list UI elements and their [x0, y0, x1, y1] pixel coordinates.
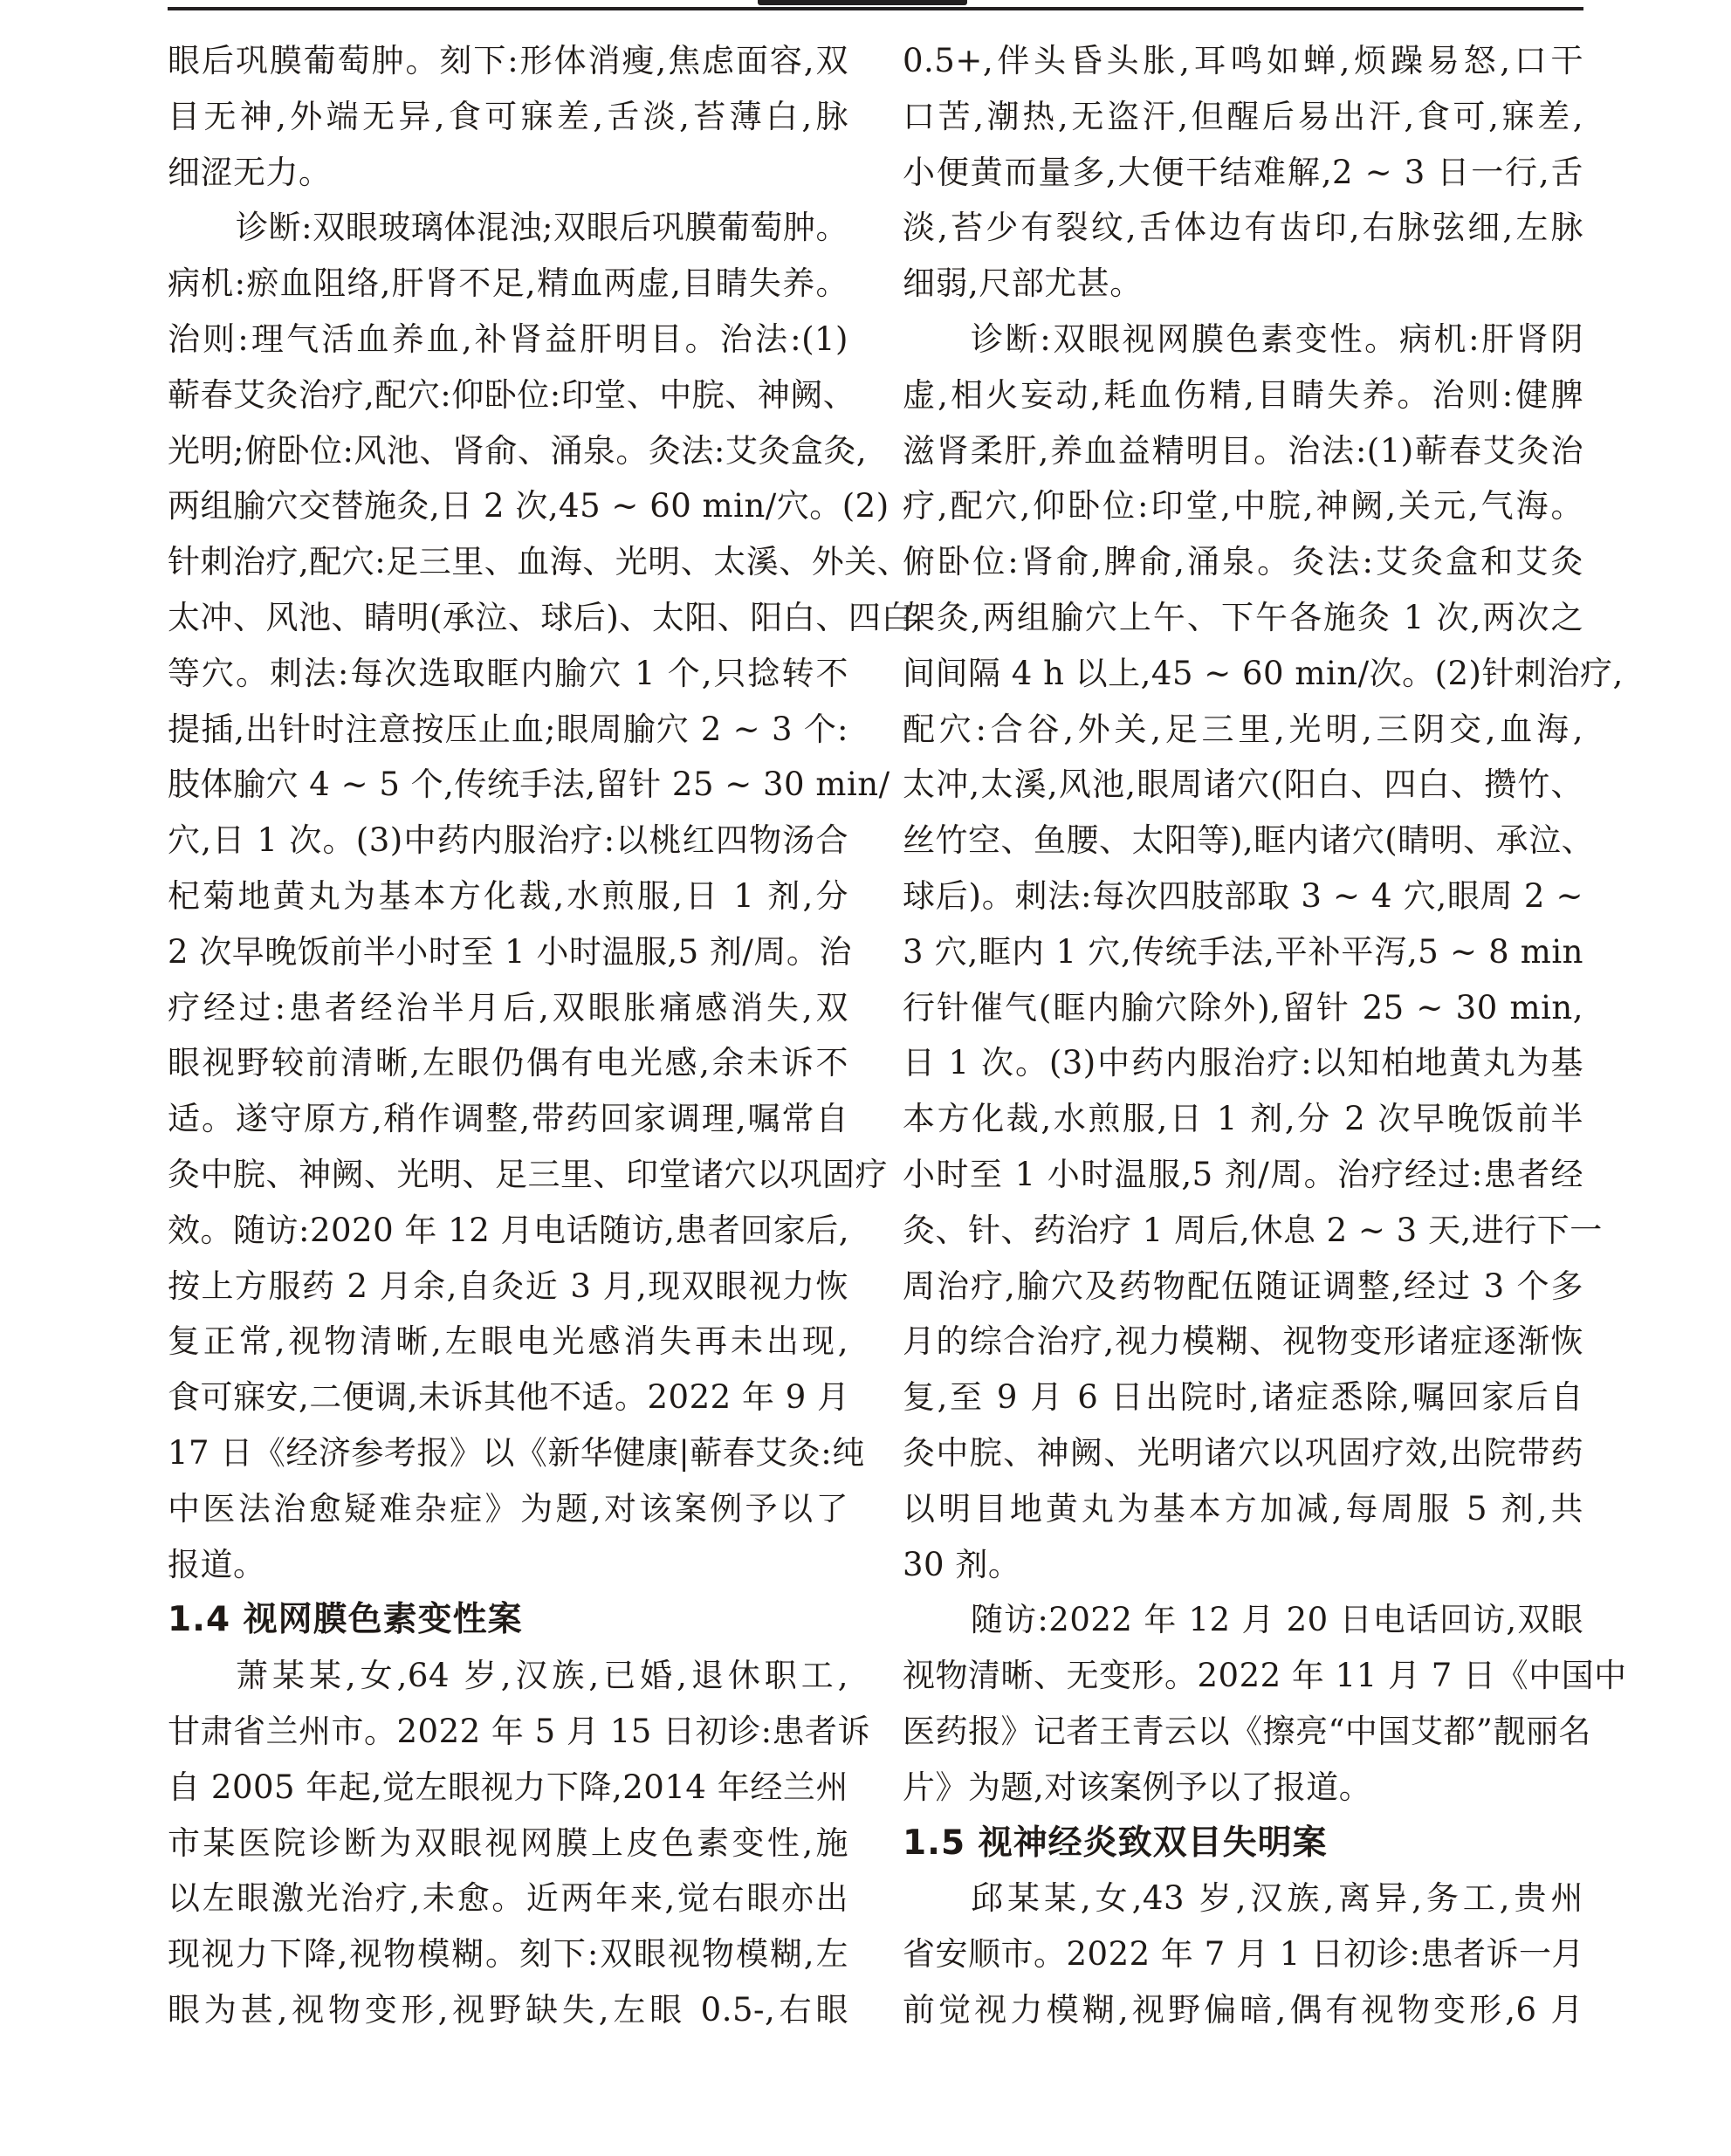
- text-line: 诊断:双眼视网膜色素变性。病机:肝肾阴: [971, 319, 1583, 358]
- text-line: 本方化裁,水煎服,日 1 剂,分 2 次早晚饭前半: [903, 1100, 1583, 1138]
- section-heading: 1.5 视神经炎致双目失明案: [903, 1823, 1328, 1863]
- text-line: 30 剂。: [903, 1545, 1021, 1583]
- text-line: 杞菊地黄丸为基本方化裁,水煎服,日 1 剂,分: [168, 876, 848, 915]
- text-line: 甘肃省兰州市。2022 年 5 月 15 日初诊:患者诉: [168, 1712, 871, 1750]
- text-line: 复,至 9 月 6 日出院时,诸症悉除,嘱回家后自: [903, 1378, 1583, 1417]
- text-line: 俯卧位:肾俞,脾俞,涌泉。灸法:艾灸盒和艾灸: [903, 543, 1583, 581]
- text-line: 细弱,尺部尤甚。: [903, 264, 1143, 303]
- text-line: 月的综合治疗,视力模糊、视物变形诸症逐渐恢: [903, 1322, 1583, 1361]
- text-line: 前觉视力模糊,视野偏暗,偶有视物变形,6 月: [903, 1990, 1583, 2029]
- text-line: 细涩无力。: [168, 153, 332, 191]
- text-line: 复正常,视物清晰,左眼电光感消失再未出现,: [168, 1322, 848, 1361]
- text-line: 诊断:双眼玻璃体混浊;双眼后巩膜葡萄肿。: [236, 209, 848, 247]
- text-line: 17 日《经济参考报》以《新华健康|蕲春艾灸:纯: [168, 1433, 865, 1472]
- text-line: 病机:瘀血阻络,肝肾不足,精血两虚,目睛失养。: [168, 264, 848, 303]
- text-line: 日 1 次。(3)中药内服治疗:以知柏地黄丸为基: [903, 1044, 1583, 1082]
- text-line: 蕲春艾灸治疗,配穴:仰卧位:印堂、中脘、神阙、: [168, 375, 856, 414]
- text-line: 光明;俯卧位:风池、肾俞、涌泉。灸法:艾灸盒灸,: [168, 431, 868, 470]
- text-line: 随访:2022 年 12 月 20 日电话回访,双眼: [971, 1601, 1583, 1639]
- text-line: 食可寐安,二便调,未诉其他不适。2022 年 9 月: [168, 1378, 850, 1417]
- text-line: 丝竹空、鱼腰、太阳等),眶内诸穴(睛明、承泣、: [903, 821, 1595, 860]
- text-line: 省安顺市。2022 年 7 月 1 日初诊:患者诉一月: [903, 1935, 1585, 1974]
- text-line: 淡,苔少有裂纹,舌体边有齿印,右脉弦细,左脉: [903, 209, 1583, 247]
- text-line: 架灸,两组腧穴上午、下午各施灸 1 次,两次之: [903, 598, 1583, 636]
- text-line: 针刺治疗,配穴:足三里、血海、光明、太溪、外关、: [168, 543, 910, 581]
- text-line: 太冲,太溪,风池,眼周诸穴(阳白、四白、攒竹、: [903, 766, 1583, 804]
- left-column: [168, 33, 914, 2038]
- text-line: 眼后巩膜葡萄肿。刻下:形体消瘦,焦虑面容,双: [168, 42, 848, 79]
- text-line: 眼为甚,视物变形,视野缺失,左眼 0.5-,右眼: [168, 1990, 848, 2029]
- text-line: 报道。: [168, 1545, 266, 1583]
- text-line: 按上方服药 2 月余,自灸近 3 月,现双眼视力恢: [168, 1267, 848, 1305]
- text-line: 小便黄而量多,大便干结难解,2 ~ 3 日一行,舌: [903, 153, 1583, 191]
- text-line: 目无神,外端无异,食可寐差,舌淡,苔薄白,脉: [168, 97, 848, 135]
- text-line: 医药报》记者王青云以《擦亮“中国艾都”靓丽名: [903, 1712, 1591, 1750]
- text-line: 眼视野较前清晰,左眼仍偶有电光感,余未诉不: [168, 1044, 848, 1082]
- text-line: 3 穴,眶内 1 穴,传统手法,平补平泻,5 ~ 8 min: [903, 932, 1583, 971]
- text-line: 等穴。刺法:每次选取眶内腧穴 1 个,只捻转不: [168, 654, 848, 692]
- text-line: 穴,日 1 次。(3)中药内服治疗:以桃红四物汤合: [168, 821, 848, 860]
- text-line: 邱某某,女,43 岁,汉族,离异,务工,贵州: [971, 1879, 1583, 1918]
- text-line: 灸、针、药治疗 1 周后,休息 2 ~ 3 天,进行下一: [903, 1211, 1603, 1249]
- text-line: 治则:理气活血养血,补肾益肝明目。治法:(1): [168, 319, 848, 358]
- text-line: 适。遂守原方,稍作调整,带药回家调理,嘱常自: [168, 1100, 848, 1138]
- text-line: 滋肾柔肝,养血益精明目。治法:(1)蕲春艾灸治: [903, 431, 1583, 470]
- text-line: 太冲、风池、睛明(承泣、球后)、太阳、阳白、四白: [168, 598, 914, 636]
- text-line: 两组腧穴交替施灸,日 2 次,45 ~ 60 min/穴。(2): [168, 487, 890, 525]
- text-line: 片》为题,对该案例予以了报道。: [903, 1768, 1372, 1806]
- text-line: 疗,配穴,仰卧位:印堂,中脘,神阙,关元,气海。: [903, 487, 1583, 525]
- text-line: 间间隔 4 h 以上,45 ~ 60 min/次。(2)针刺治疗,: [903, 654, 1624, 692]
- text-line: 自 2005 年起,觉左眼视力下降,2014 年经兰州: [168, 1768, 848, 1806]
- text-line: 视物清晰、无变形。2022 年 11 月 7 日《中国中: [903, 1657, 1627, 1695]
- right-column: [903, 33, 1627, 2038]
- text-line: 疗经过:患者经治半月后,双眼胀痛感消失,双: [168, 988, 848, 1027]
- text-line: 灸中脘、神阙、光明诸穴以巩固疗效,出院带药: [903, 1433, 1583, 1472]
- text-line: 球后)。刺法:每次四肢部取 3 ~ 4 穴,眼周 2 ~: [903, 876, 1583, 915]
- header-rule: [168, 7, 1583, 10]
- text-line: 以左眼激光治疗,未愈。近两年来,觉右眼亦出: [168, 1879, 848, 1918]
- text-line: 0.5+,伴头昏头胀,耳鸣如蝉,烦躁易怒,口干: [903, 42, 1583, 79]
- text-line: 肢体腧穴 4 ~ 5 个,传统手法,留针 25 ~ 30 min/: [168, 766, 890, 804]
- text-line: 中医法治愈疑难杂症》为题,对该案例予以了: [168, 1489, 848, 1528]
- text-line: 市某医院诊断为双眼视网膜上皮色素变性,施: [168, 1823, 848, 1862]
- text-line: 2 次早晚饭前半小时至 1 小时温服,5 剂/周。治: [168, 932, 852, 971]
- text-line: 现视力下降,视物模糊。刻下:双眼视物模糊,左: [168, 1935, 848, 1974]
- text-line: 效。随访:2020 年 12 月电话随访,患者回家后,: [168, 1211, 850, 1249]
- text-line: 虚,相火妄动,耗血伤精,目睛失养。治则:健脾: [903, 375, 1583, 414]
- text-line: 提插,出针时注意按压止血;眼周腧穴 2 ~ 3 个:: [168, 710, 848, 748]
- text-line: 行针催气(眶内腧穴除外),留针 25 ~ 30 min,: [903, 988, 1583, 1027]
- section-heading: 1.4 视网膜色素变性案: [168, 1600, 523, 1640]
- text-line: 灸中脘、神阙、光明、足三里、印堂诸穴以巩固疗: [168, 1155, 888, 1193]
- text-line: 配穴:合谷,外关,足三里,光明,三阴交,血海,: [903, 710, 1583, 748]
- text-line: 周治疗,腧穴及药物配伍随证调整,经过 3 个多: [903, 1267, 1583, 1305]
- text-line: 小时至 1 小时温服,5 剂/周。治疗经过:患者经: [903, 1155, 1583, 1193]
- text-line: 以明目地黄丸为基本方加减,每周服 5 剂,共: [903, 1489, 1583, 1528]
- running-header-fragment: [758, 0, 967, 5]
- text-line: 口苦,潮热,无盗汗,但醒后易出汗,食可,寐差,: [903, 97, 1583, 135]
- text-line: 萧某某,女,64 岁,汉族,已婚,退休职工,: [236, 1657, 848, 1695]
